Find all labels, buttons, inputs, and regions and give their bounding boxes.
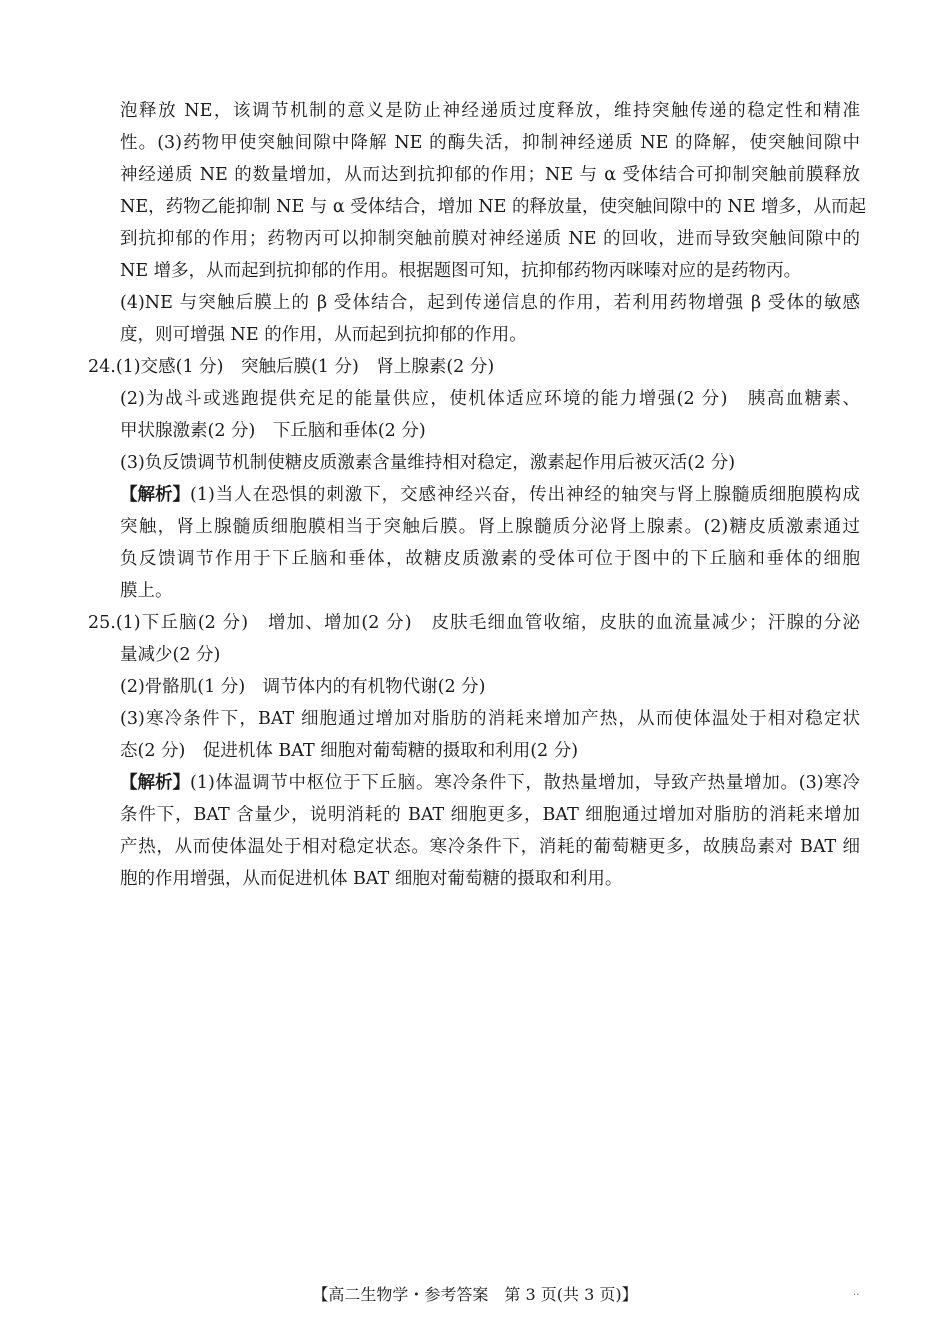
text-line: 条件下，BAT 含量少，说明消耗的 BAT 细胞更多，BAT 细胞通过增加对脂肪的消耗来增加 [120,805,860,825]
text-line: (1)体温调节中枢位于下丘脑。寒冷条件下，散热量增加，导致产热量增加。(3)寒冷 [190,773,860,793]
analysis-label: 【解析】 [120,485,190,505]
text-line: 性。(3)药物甲使突触间隙中降解 NE 的酶失活，抑制神经递质 NE 的降解，使突触间隙中 [120,133,860,153]
text-line: 泡释放 NE，该调节机制的意义是防止神经递质过度释放，维持突触传递的稳定性和精准 [120,101,860,121]
text-line: (4)NE 与突触后膜上的 β 受体结合，起到传递信息的作用，若利用药物增强 β 受体的敏感 [120,293,860,313]
text-line: 量减少(2 分) [120,645,221,665]
text-line: 到抗抑郁的作用；药物丙可以抑制突触前膜对神经递质 NE 的回收，进而导致突触间隙中的 [120,229,860,249]
text-line: (2)骨骼肌(1 分) 调节体内的有机物代谢(2 分) [120,677,486,697]
text-line: (3)负反馈调节机制使糖皮质激素含量维持相对稳定，激素起作用后被灭活(2 分) [120,453,736,473]
analysis-line [120,483,860,507]
text-line: (2)为战斗或逃跑提供充足的能量供应，使机体适应环境的能力增强(2 分) 胰高血糖素、 [120,389,860,409]
text-line: 神经递质 NE 的数量增加，从而达到抗抑郁的作用；NE 与 α 受体结合可抑制突触前膜释放 [120,165,860,185]
text-line: (1)当人在恐惧的刺激下，交感神经兴奋，传出神经的轴突与肾上腺髓质细胞膜构成 [190,485,860,505]
text-line: 态(2 分) 促进机体 BAT 细胞对葡萄糖的摄取和利用(2 分) [120,741,579,761]
analysis-line [120,771,860,795]
text-line: 度，则可增强 NE 的作用，从而起到抗抑郁的作用。 [120,325,527,345]
text-line: 膜上。 [120,581,173,601]
text-line: NE，药物乙能抑制 NE 与 α 受体结合，增加 NE 的释放量，使突触间隙中的 NE 增多，从而起 [120,197,867,217]
text-line: 胞的作用增强，从而促进机体 BAT 细胞对葡萄糖的摄取和利用。 [120,869,623,889]
analysis-label: 【解析】 [120,773,190,793]
text-line: 产热，从而使体温处于相对稳定状态。寒冷条件下，消耗的葡萄糖更多，故胰岛素对 BAT 细 [120,837,860,857]
text-line: 负反馈调节作用于下丘脑和垂体，故糖皮质激素的受体可位于图中的下丘脑和垂体的细胞 [120,549,860,569]
text-line: NE 增多，从而起到抗抑郁的作用。根据题图可知，抗抑郁药物丙咪嗪对应的是药物丙。 [120,261,802,281]
page-footer: 【高二生物学・参考答案 第 3 页(共 3 页)】 [312,1285,638,1304]
question-24-answer: 24.(1)交感(1 分) 突触后膜(1 分) 肾上腺素(2 分) [88,357,495,377]
footer-dots: .. [853,1287,860,1298]
text-line: 突触，肾上腺髓质细胞膜相当于突触后膜。肾上腺髓质分泌肾上腺素。(2)糖皮质激素通过 [120,517,860,537]
question-25-answer: 25.(1)下丘脑(2 分) 增加、增加(2 分) 皮肤毛细血管收缩，皮肤的血流量减少；汗腺的分泌 [88,613,860,633]
text-line: (3)寒冷条件下，BAT 细胞通过增加对脂肪的消耗来增加产热，从而使体温处于相对稳定状 [120,709,860,729]
text-line: 甲状腺激素(2 分) 下丘脑和垂体(2 分) [120,421,426,441]
